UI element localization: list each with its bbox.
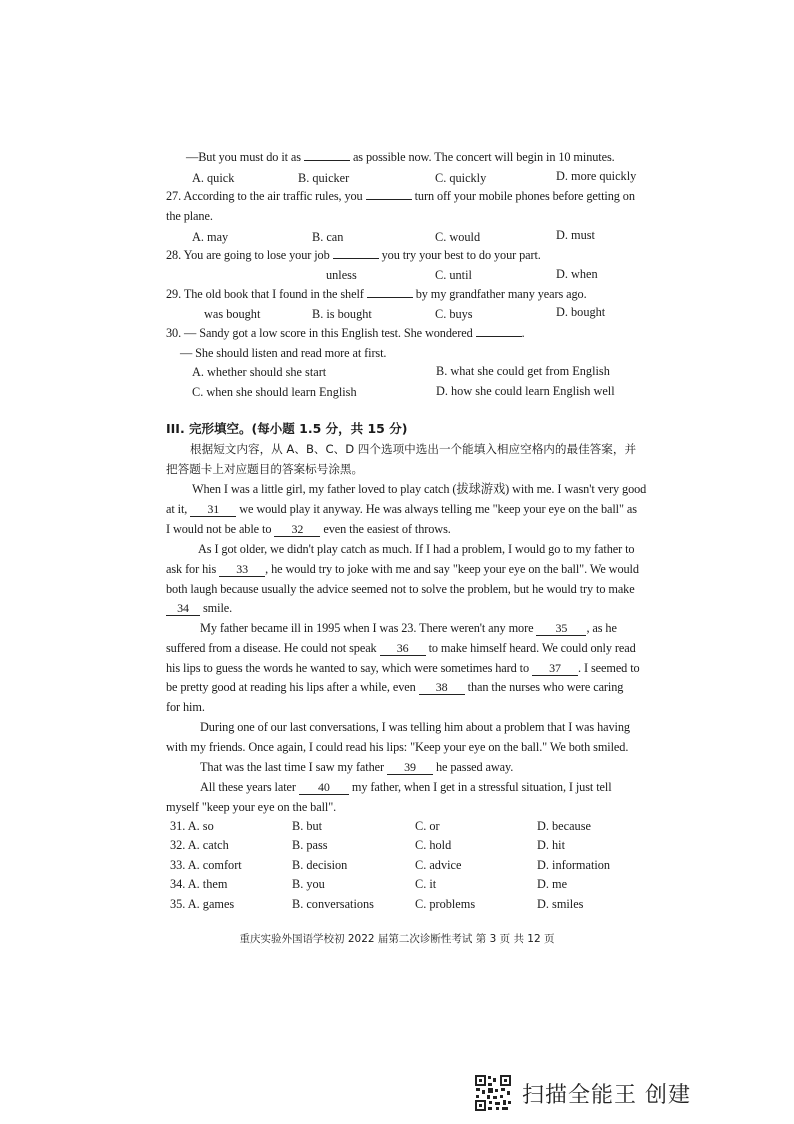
watermark-text: 扫描全能王 创建 xyxy=(522,1082,691,1108)
q30-stem: 30. — Sandy got a low score in this English test. She wondered . xyxy=(166,326,525,340)
q30-option-c: C. when she should learn English xyxy=(192,385,357,399)
page-footer: 重庆实验外国语学校初 2022 届第二次诊断性考试 第 3 页 共 12 页 xyxy=(239,933,555,945)
q28-stem: 28. You are going to lose your job you try your best to do your part. xyxy=(166,248,541,262)
passage-line: myself "keep your eye on the ball". xyxy=(166,800,337,814)
q27-option-c: C. would xyxy=(435,230,481,244)
q35-option-d: D. smiles xyxy=(537,897,584,911)
passage-line: both laugh because usually the advice seemed not to solve the problem, but he would try to make xyxy=(166,582,635,596)
passage-line: My father became ill in 1995 when I was 23. There weren't any more 35 , as he xyxy=(200,621,617,635)
q30-option-d: D. how she could learn English well xyxy=(436,384,615,398)
q30-option-a: A. whether should she start xyxy=(192,365,327,379)
section-heading: III. 完形填空。(每小题 1.5 分，共 15 分) xyxy=(166,421,408,436)
section-instruction-line1: 根据短文内容，从 A、B、C、D 四个选项中选出一个能填入相应空格内的最佳答案，并 xyxy=(190,442,637,456)
q27-option-d: D. must xyxy=(556,228,595,242)
passage-line: 34 smile. xyxy=(166,600,232,616)
passage-line: As I got older, we didn't play catch as much. If I had a problem, I would go to my father to xyxy=(198,542,635,556)
blank xyxy=(476,336,522,337)
passage-line: That was the last time I saw my father 39 he passed away. xyxy=(200,760,514,774)
passage-line: When I was a little girl, my father loved to play catch (拔球游戏) with me. I wasn't very good xyxy=(192,482,647,496)
q28-option-c: C. until xyxy=(435,268,472,282)
passage-line: be pretty good at reading his lips after a while, even 38 than the nurses who were caring xyxy=(166,680,624,694)
q30-option-b: B. what she could get from English xyxy=(436,364,610,378)
scanner-watermark xyxy=(474,1071,691,1115)
blank-32: 32 xyxy=(274,522,320,537)
blank-31: 31 xyxy=(190,502,236,517)
blank-33: 33 xyxy=(219,562,265,577)
q29-option-c: C. buys xyxy=(435,307,473,321)
q33-option-a: 33. A. comfort xyxy=(170,858,242,872)
q32-option-d: D. hit xyxy=(537,838,566,852)
blank-38: 38 xyxy=(419,680,465,695)
passage-line: ask for his 33 , he would try to joke with me and say "keep your eye on the ball". We would xyxy=(166,562,639,576)
q28-option-d: D. when xyxy=(556,267,598,281)
q29-stem: 29. The old book that I found in the shelf by my grandfather many years ago. xyxy=(166,287,587,301)
q32-option-b: B. pass xyxy=(292,838,328,852)
q35-option-b: B. conversations xyxy=(292,897,374,911)
passage-line: with my friends. Once again, I could read his lips: "Keep your eye on the ball." We both smiled. xyxy=(166,740,629,754)
q33-option-c: C. advice xyxy=(415,858,462,872)
q31-option-d: D. because xyxy=(537,819,591,833)
q26-option-c: C. quickly xyxy=(435,171,487,185)
blank-40: 40 xyxy=(299,780,349,795)
q27-stem: 27. According to the air traffic rules, you turn off your mobile phones before getting on xyxy=(166,189,635,203)
q32-option-a: 32. A. catch xyxy=(170,838,229,852)
q34-option-a: 34. A. them xyxy=(170,877,228,891)
blank-39: 39 xyxy=(387,760,433,775)
q34-option-b: B. you xyxy=(292,877,325,891)
q27-line2: the plane. xyxy=(166,209,213,223)
blank xyxy=(366,199,412,200)
q26-stem: —But you must do it as as possible now. The concert will begin in 10 minutes. xyxy=(186,150,615,164)
q34-option-d: D. me xyxy=(537,877,568,891)
blank xyxy=(333,258,379,259)
q33-option-d: D. information xyxy=(537,858,611,872)
q27-option-a: A. may xyxy=(192,230,229,244)
blank xyxy=(304,160,350,161)
passage-line: suffered from a disease. He could not speak 36 to make himself heard. We could only read xyxy=(166,641,636,655)
q26-option-a: A. quick xyxy=(192,171,235,185)
blank-34: 34 xyxy=(166,601,200,616)
q30-line2: — She should listen and read more at first. xyxy=(180,346,387,360)
qr-code-icon xyxy=(474,1074,512,1112)
blank-35: 35 xyxy=(536,621,586,636)
q32-option-c: C. hold xyxy=(415,838,452,852)
q26-option-b: B. quicker xyxy=(298,171,350,185)
blank-37: 37 xyxy=(532,661,578,676)
passage-line: at it, 31 we would play it anyway. He was always telling me "keep your eye on the ball" as xyxy=(166,502,637,516)
q33-option-b: B. decision xyxy=(292,858,348,872)
blank-36: 36 xyxy=(380,641,426,656)
q35-option-c: C. problems xyxy=(415,897,476,911)
q34-option-c: C. it xyxy=(415,877,437,891)
q31-option-c: C. or xyxy=(415,819,440,833)
q29-option-d: D. bought xyxy=(556,305,606,319)
passage-line: for him. xyxy=(166,700,205,714)
section-instruction-line2: 把答题卡上对应题目的答案标号涂黑。 xyxy=(166,462,364,476)
q27-option-b: B. can xyxy=(312,230,344,244)
passage-line: his lips to guess the words he wanted to say, which were sometimes hard to 37 . I seemed to xyxy=(166,661,640,675)
q31-option-a: 31. A. so xyxy=(170,819,214,833)
q29-option-b: B. is bought xyxy=(312,307,372,321)
passage-line: During one of our last conversations, I was telling him about a problem that I was having xyxy=(200,720,630,734)
blank xyxy=(367,297,413,298)
q28-option-unless: unless xyxy=(326,268,357,282)
q29-option-a: was bought xyxy=(204,307,261,321)
q26-option-d: D. more quickly xyxy=(556,169,637,183)
q31-option-b: B. but xyxy=(292,819,323,833)
q35-option-a: 35. A. games xyxy=(170,897,235,911)
passage-line: All these years later 40 my father, when I get in a stressful situation, I just tell xyxy=(200,780,612,794)
passage-line: I would not be able to 32 even the easiest of throws. xyxy=(166,522,451,536)
